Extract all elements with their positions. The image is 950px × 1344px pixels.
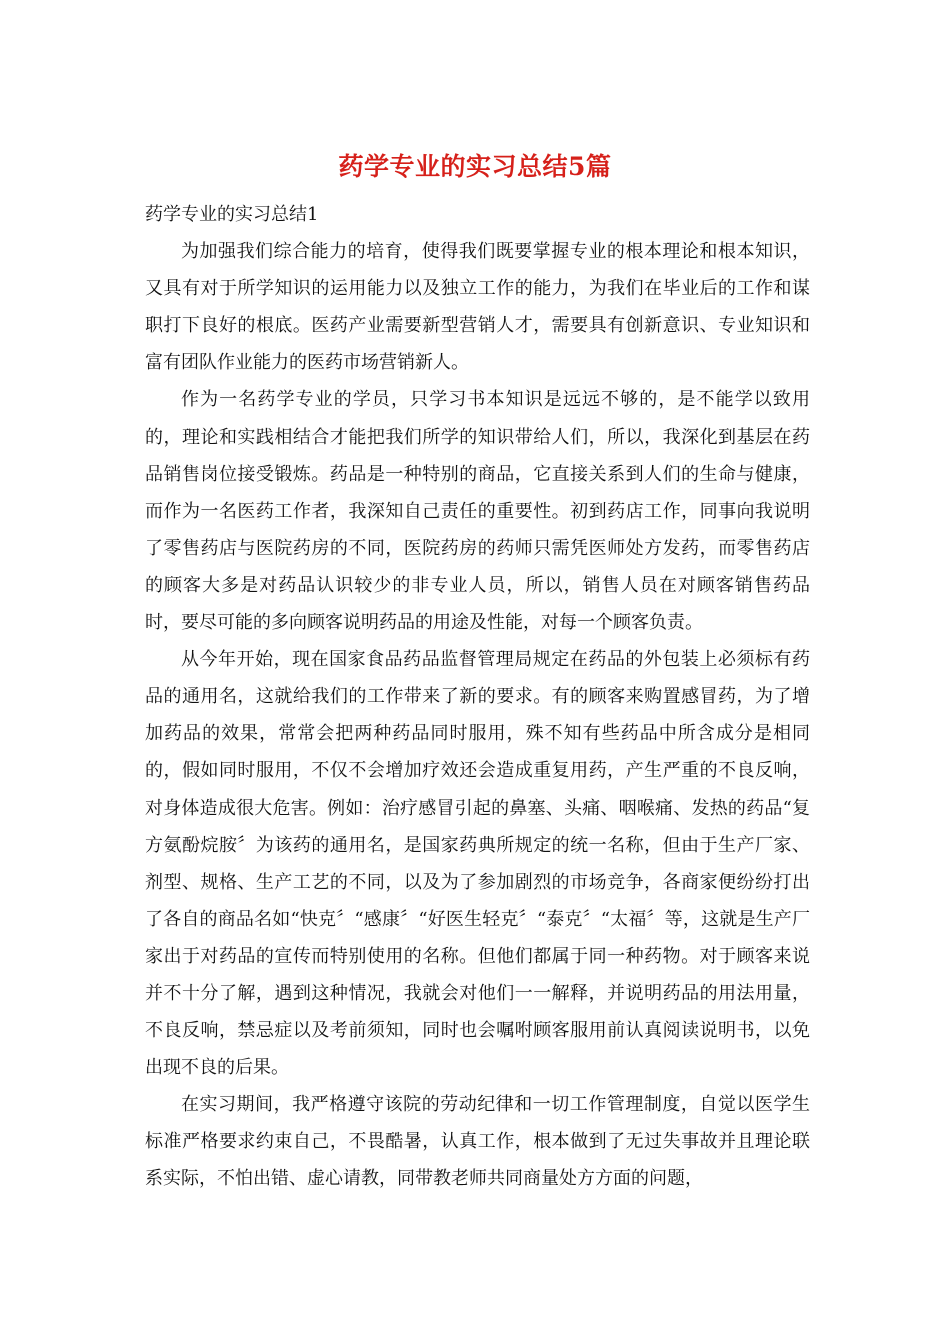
document-title: 药学专业的实习总结5篇	[338, 152, 612, 181]
paragraph-3: 从今年开始，现在国家食品药品监督管理局规定在药品的外包装上必须标有药品的通用名，这就给我们的工作带来了新的要求。有的顾客来购置感冒药，为了增加药品的效果，常常会把两种药品同时服用，殊不知有些药品中所含成分是相同的，假如同时服用，不仅不会增加疗效还会造成重复用药，产生严重的不良反响，对身体造成很大危害。例如：治疗感冒引起的鼻塞、头痛、咽喉痛、发热的药品“复方氨酚烷胺〞为该药的通用名，是国家药典所规定的统一名称，但由于生产厂家、剂型、规格、生产工艺的不同，以及为了参加剧烈的市场竞争，各商家便纷纷打出了各自的商品名如“快克〞“感康〞“好医生轻克〞“泰克〞“太福〞等，这就是生产厂家出于对药品的宣传而特别使用的名称。但他们都属于同一种药物。对于顾客来说并不十分了解，遇到这种情况，我就会对他们一一解释，并说明药品的用法用量，不良反响，禁忌症以及考前须知，同时也会嘱咐顾客服用前认真阅读说明书，以免出现不良的后果。	[145, 649, 810, 1079]
document-body	[145, 196, 810, 1198]
paragraph-4: 在实习期间，我严格遵守该院的劳动纪律和一切工作管理制度，自觉以医学生标准严格要求约束自己，不畏酷暑，认真工作，根本做到了无过失事故并且理论联系实际，不怕出错、虚心请教，同带教老师共同商量处方方面的问题，	[145, 1094, 810, 1190]
paragraph-2: 作为一名药学专业的学员，只学习书本知识是远远不够的，是不能学以致用的，理论和实践相结合才能把我们所学的知识带给人们，所以，我深化到基层在药品销售岗位接受锻炼。药品是一种特别的商品，它直接关系到人们的生命与健康，而作为一名医药工作者，我深知自己责任的重要性。初到药店工作，同事向我说明了零售药店与医院药房的不同，医院药房的药师只需凭医师处方发药，而零售药店的顾客大多是对药品认识较少的非专业人员，所以，销售人员在对顾客销售药品时，要尽可能的多向顾客说明药品的用途及性能，对每一个顾客负责。	[145, 389, 810, 634]
paragraph-1: 为加强我们综合能力的培育，使得我们既要掌握专业的根本理论和根本知识，又具有对于所学知识的运用能力以及独立工作的能力，为我们在毕业后的工作和谋职打下良好的根底。医药产业需要新型营销人才，需要具有创新意识、专业知识和富有团队作业能力的医药市场营销新人。	[145, 241, 810, 374]
section-heading: 药学专业的实习总结1	[145, 204, 319, 225]
